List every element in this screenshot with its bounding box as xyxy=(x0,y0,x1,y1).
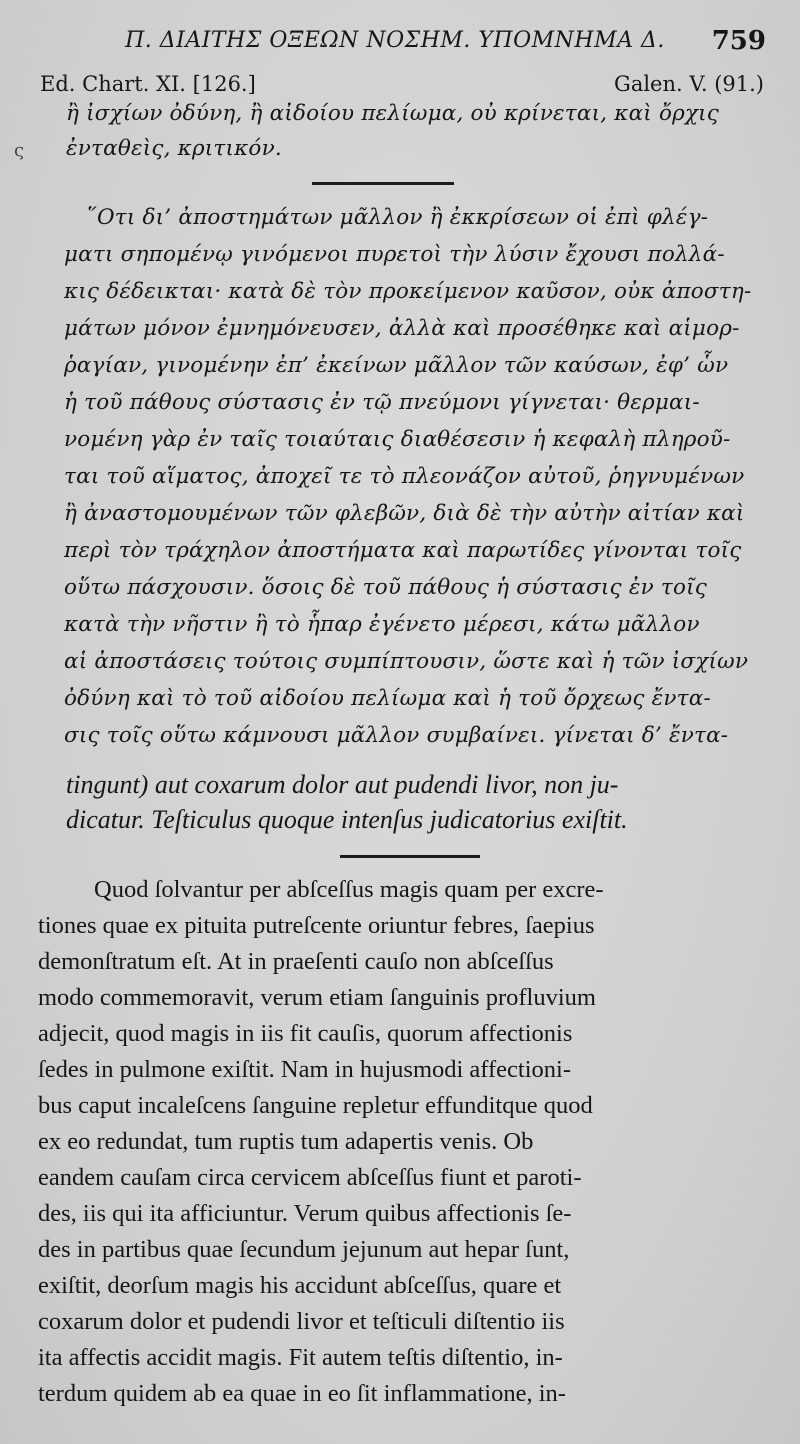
greek-commentary-line: ται τοῦ αἵματος, ἀποχεῖ τε τὸ πλεονάζον αὐτοῦ, ῥηγνυμένων xyxy=(64,464,745,489)
latin-commentary-line: ſedes in pulmone exiſtit. Nam in hujusmodi affectioni- xyxy=(38,1056,572,1083)
greek-commentary-line: ὀδύνη καὶ τὸ τοῦ αἰδοίου πελίωμα καὶ ἡ τοῦ ὄρχεως ἔντα- xyxy=(64,686,711,711)
greek-aphorism-line: ἐνταθεὶς, κριτικόν. xyxy=(66,136,282,161)
page-number: 759 xyxy=(711,26,766,56)
greek-commentary-line: ματι σηπομένῳ γινόμενοι πυρετοὶ τὴν λύσιν ἔχουσι πολλά- xyxy=(64,242,725,267)
latin-commentary-line: eandem cauſam circa cervicem abſceſſus fiunt et paroti- xyxy=(38,1164,582,1191)
latin-commentary-line: coxarum dolor et pudendi livor et teſticuli diſtentio iis xyxy=(38,1308,565,1335)
latin-commentary-line: modo commemoravit, verum etiam ſanguinis profluvium xyxy=(38,984,596,1011)
running-title: Π. ΔΙΑΙΤΗΣ ΟΞΕΩΝ ΝΟΣΗΜ. ΥΠΟΜΝΗΜΑ Δ. xyxy=(125,28,665,53)
latin-commentary-line: ex eo redundat, tum ruptis tum adapertis venis. Ob xyxy=(38,1128,534,1155)
greek-commentary-line: αἱ ἀποστάσεις τούτοις συμπίπτουσιν, ὥστε καὶ ἡ τῶν ἰσχίων xyxy=(64,649,749,674)
greek-commentary-line: νομένη γὰρ ἐν ταῖς τοιαύταις διαθέσεσιν ἡ κεφαλὴ πληροῦ- xyxy=(64,427,731,452)
section-divider xyxy=(340,855,480,858)
latin-commentary-line: Quod ſolvantur per abſceſſus magis quam per excre- xyxy=(94,876,604,903)
section-divider xyxy=(312,182,454,185)
greek-commentary-line: σις τοῖς οὕτω κάμνουσι μᾶλλον συμβαίνει. γίνεται δ’ ἔντα- xyxy=(64,723,729,748)
latin-commentary-line: adjecit, quod magis in iis fit cauſis, quorum affectionis xyxy=(38,1020,573,1047)
latin-commentary-line: demonſtratum eſt. At in praeſenti cauſo non abſceſſus xyxy=(38,948,554,975)
latin-commentary-line: des in partibus quae ſecundum jejunum aut hepar ſunt, xyxy=(38,1236,570,1263)
greek-commentary-line: ἢ ἀναστομουμένων τῶν φλεβῶν, διὰ δὲ τὴν αὐτὴν αἰτίαν καὶ xyxy=(64,501,745,526)
greek-commentary-line: ῥαγίαν, γινομένην ἐπ’ ἐκείνων μᾶλλον τῶν καύσων, ἐφ’ ὧν xyxy=(64,353,729,378)
greek-commentary-line: κις δέδεικται· κατὰ δὲ τὸν προκείμενον καῦσον, οὐκ ἀποστη- xyxy=(64,279,752,304)
latin-commentary-line: exiſtit, deorſum magis his accidunt abſceſſus, quare et xyxy=(38,1272,562,1299)
greek-commentary-line: κατὰ τὴν νῆστιν ἢ τὸ ἧπαρ ἐγένετο μέρεσι, κάτω μᾶλλον xyxy=(64,612,700,637)
latin-commentary-line: des, iis qui ita afficiuntur. Verum quibus affectionis ſe- xyxy=(38,1200,572,1227)
greek-commentary-line: ῞Οτι δι’ ἀποστημάτων μᾶλλον ἢ ἐκκρίσεων οἱ ἐπὶ φλέγ- xyxy=(86,205,709,230)
edition-reference: Ed. Chart. XI. [126.] xyxy=(40,72,256,96)
greek-commentary-line: οὕτω πάσχουσιν. ὅσοις δὲ τοῦ πάθους ἡ σύστασις ἐν τοῖς xyxy=(64,575,707,600)
greek-commentary-line: ἡ τοῦ πάθους σύστασις ἐν τῷ πνεύμονι γίγνεται· θερμαι- xyxy=(64,390,700,415)
latin-aphorism-line: dicatur. Teſticulus quoque intenſus judicatorius exiſtit. xyxy=(66,805,628,834)
galen-reference: Galen. V. (91.) xyxy=(614,72,764,96)
margin-mark: ς xyxy=(14,140,25,161)
latin-aphorism-line: tingunt) aut coxarum dolor aut pudendi livor, non ju- xyxy=(66,770,619,799)
latin-commentary-line: bus caput incaleſcens ſanguine repletur effunditque quod xyxy=(38,1092,593,1119)
greek-commentary-line: μάτων μόνον ἐμνημόνευσεν, ἀλλὰ καὶ προσέθηκε καὶ αἱμορ- xyxy=(64,316,740,341)
greek-aphorism-line: ἢ ἰσχίων ὀδύνη, ἢ αἰδοίου πελίωμα, οὐ κρίνεται, καὶ ὄρχις xyxy=(66,101,720,126)
latin-commentary-line: tiones quae ex pituita putreſcente oriuntur febres, ſaepius xyxy=(38,912,595,939)
latin-commentary-line: terdum quidem ab ea quae in eo ſit inflammatione, in- xyxy=(38,1380,566,1407)
latin-commentary-line: ita affectis accidit magis. Fit autem teſtis diſtentio, in- xyxy=(38,1344,563,1371)
greek-commentary-line: περὶ τὸν τράχηλον ἀποστήματα καὶ παρωτίδες γίνονται τοῖς xyxy=(64,538,742,563)
